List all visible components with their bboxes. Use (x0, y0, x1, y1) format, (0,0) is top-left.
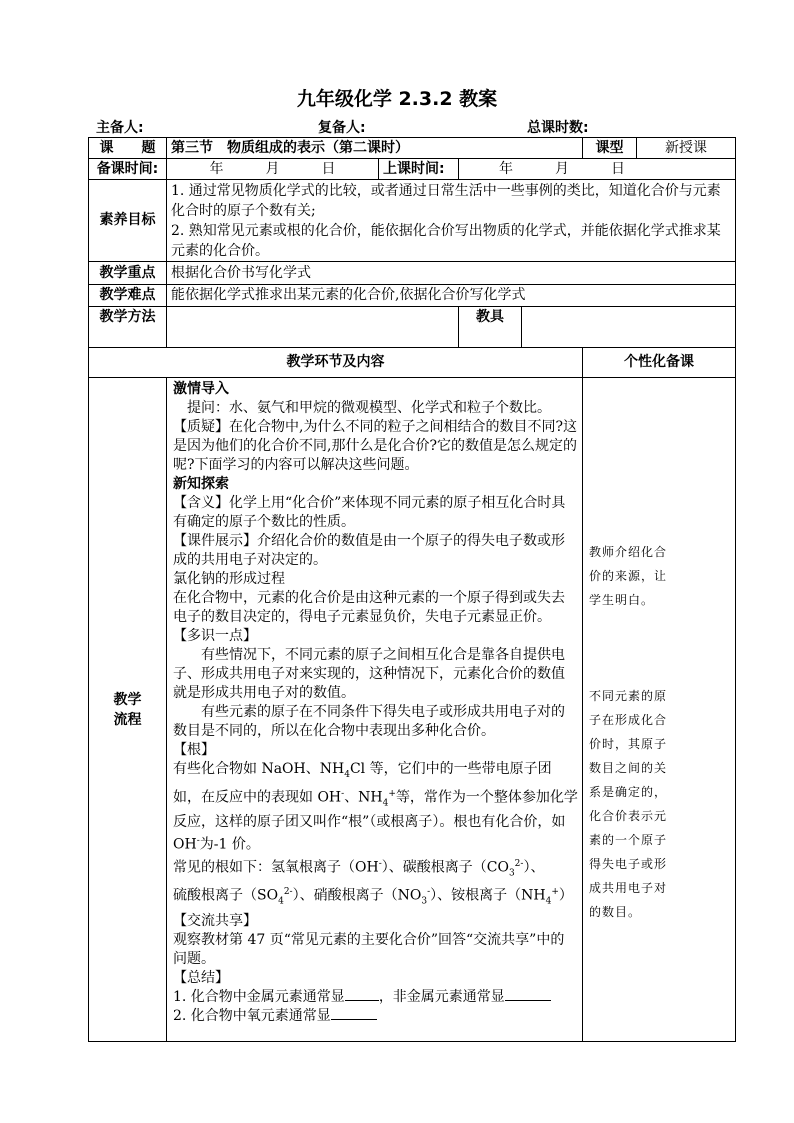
para-compound: 在化合物中，元素的化合价是由这种元素的一个原子得到或失去电子的数目决定的，得电子元素显负价，失电子元素显正价。 (173, 590, 565, 625)
para-common-roots (173, 855, 578, 912)
flow-row (89, 378, 736, 1042)
para-root-1 (173, 760, 578, 855)
goals-cell (167, 180, 736, 262)
document-title: 九年级化学 2.3.2 教案 (296, 88, 498, 110)
subscript: 3 (508, 868, 515, 879)
lesson-plan-table (88, 137, 736, 1042)
co-preparer-label: 复备人: (318, 120, 366, 136)
method-value (167, 307, 459, 348)
key-label: 教学重点 (89, 262, 167, 285)
personal-notes-cell (583, 378, 736, 1042)
note-2: 不同元素的原子在形成化合价时，其原子数目之间的关系是确定的，化合价表示元素的一个原子得失电子或形成共用电子对的数目。 (589, 689, 668, 919)
flow-label-line-1: 教学 (113, 691, 142, 708)
para-nacl: 氯化钠的形成过程 (173, 571, 285, 587)
key-row (89, 262, 736, 285)
text-span: ）、碳酸根离子（CO (381, 859, 509, 876)
superscript: + (551, 887, 559, 898)
answer-blank (331, 1019, 377, 1020)
superscript: 2- (514, 858, 524, 869)
tools-label: 教具 (459, 307, 522, 348)
goals-row (89, 180, 736, 262)
para-root: 【根】 (173, 742, 215, 758)
text-span: 1. 化合物中金属元素通常显 (173, 988, 345, 1005)
method-row (89, 307, 736, 348)
time-row (89, 159, 736, 180)
superscript: - (341, 788, 345, 799)
flow-content (167, 378, 583, 1042)
type-value: 新授课 (637, 138, 736, 159)
superscript: - (427, 887, 431, 898)
para-share: 【交流共享】 (173, 912, 257, 929)
type-label: 课型 (583, 138, 637, 159)
flow-label (89, 378, 167, 1042)
flow-label-line-2: 流程 (113, 711, 142, 728)
class-time-label: 上课时间: (379, 159, 459, 180)
difficulty-label: 教学难点 (89, 285, 167, 307)
key-value: 根据化合价书写化学式 (167, 262, 736, 285)
prep-time-value: 年 月 日 (167, 159, 379, 180)
subscript: 4 (344, 769, 350, 780)
heading-new: 新知探索 (173, 476, 229, 492)
topic-label: 课 题 (89, 138, 167, 159)
answer-blank (505, 1000, 551, 1001)
para-question: 【质疑】在化合物中,为什么不同的粒子之间相结合的数目不同?这是因为他们的化合价不同,那什么是化合价?它的数值是怎么规定的呢?下面学习的内容可以解决这些问题。 (173, 419, 577, 473)
goals-label: 素养目标 (89, 180, 167, 262)
difficulty-value: 能依据化学式推求出某元素的化合价,依据化合价写化学式 (167, 285, 736, 307)
subscript: 3 (421, 896, 428, 907)
para-summary-2 (173, 1007, 578, 1026)
topic-value: 第三节 物质组成的表示（第二课时） (167, 138, 583, 159)
text-span: ，非金属元素通常显 (378, 988, 505, 1005)
superscript: 2- (283, 887, 293, 898)
subscript: 4 (278, 896, 284, 907)
para-courseware: 【课件展示】介绍化合价的数值是由一个原子的得失电子数或形成的共用电子对决定的。 (173, 533, 565, 568)
text-span: ） (558, 888, 573, 905)
goal-1: 1. 通过常见物质化学式的比较，或者通过日常生活中一些事例的类比，知道化合价与元素化合时的原子个数有关; (171, 183, 721, 219)
superscript: - (378, 858, 382, 869)
para-summary-1 (173, 988, 578, 1007)
note-1: 教师介绍化合价的来源，让学生明白。 (589, 545, 668, 607)
topic-row (89, 138, 736, 159)
text-span: 等，常作为一个整体参加化学反应，这样的原子团又叫作“根”（或根离子）。根也有化合价，如 OH (173, 789, 578, 853)
text-span: ）、 (523, 859, 545, 876)
text-span: 为-1 价。 (199, 836, 260, 853)
prep-time-label: 备课时间: (89, 159, 167, 180)
goal-2: 2. 熟知常见元素或根的化合价，能依据化合价写出物质的化学式，并能依据化学式推求某元素的化合价。 (171, 223, 721, 259)
personal-header: 个性化备课 (583, 348, 736, 378)
text-span: Cl 等，它们中的一些带电原子团如，在反应中的表现如 OH (173, 761, 552, 806)
superscript: + (388, 788, 396, 799)
text-span: ）、硝酸根离子（NO (292, 888, 422, 905)
subscript: 4 (382, 798, 389, 809)
text-span: 、NH (344, 789, 383, 806)
para-summary: 【总结】 (173, 969, 229, 986)
text-span: 硫酸根离子（SO (173, 888, 279, 905)
superscript: - (196, 836, 200, 847)
section-header-row (89, 348, 736, 378)
para-intro: 提问：水、氨气和甲烷的微观模型、化学式和粒子个数比。 (187, 400, 551, 416)
section-header: 教学环节及内容 (89, 348, 583, 378)
subscript: 4 (545, 896, 552, 907)
answer-blank (345, 1000, 379, 1001)
total-hours-label: 总课时数: (527, 120, 589, 136)
text-span: 常见的根如下：氢氧根离子（OH (173, 859, 379, 876)
para-more-2: 有些元素的原子在不同条件下得失电子或形成共用电子对的数目是不同的，所以在化合物中表现出多种化合价。 (173, 704, 565, 739)
text-span: 2. 化合物中氧元素通常显 (173, 1007, 331, 1024)
text-span: 有些化合物如 NaOH、NH (173, 761, 345, 777)
para-more: 【多识一点】 (173, 628, 257, 644)
tools-value (522, 307, 736, 348)
heading-intro: 激情导入 (173, 381, 229, 397)
para-share-1: 观察教材第 47 页“常见元素的主要化合价”回答“交流共享”中的问题。 (173, 931, 565, 967)
para-more-1: 有些情况下，不同元素的原子之间相互化合是靠各自提供电子、形成共用电子对来实现的，这种情况下，元素化合价的数值就是形成共用电子对的数值。 (173, 647, 565, 701)
para-meaning: 【含义】化学上用“化合价”来体现不同元素的原子相互化合时具有确定的原子个数比的性质。 (173, 495, 566, 530)
method-label: 教学方法 (89, 307, 167, 348)
text-span: ）、铵根离子（NH (430, 888, 546, 905)
class-time-value: 年 月 日 (459, 159, 736, 180)
preparer-label: 主备人: (96, 120, 144, 136)
difficulty-row (89, 285, 736, 307)
